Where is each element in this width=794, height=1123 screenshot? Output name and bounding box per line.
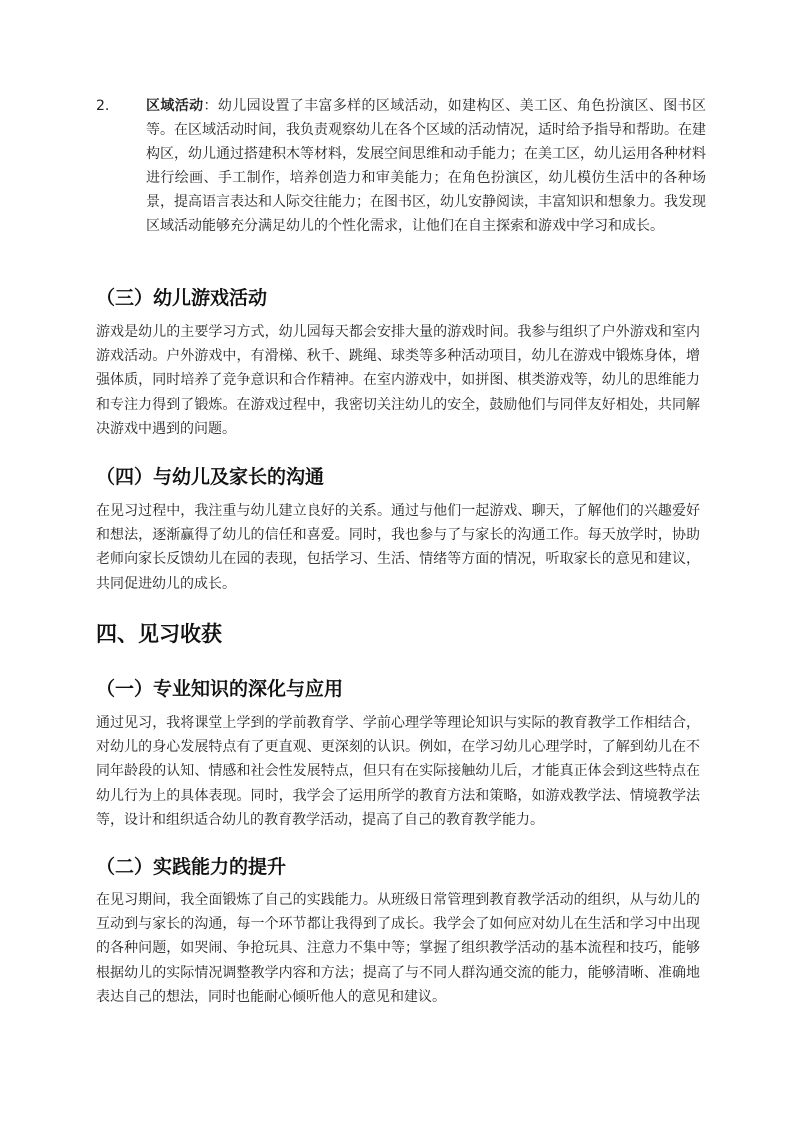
heading-communication: （四）与幼儿及家长的沟通 xyxy=(96,466,325,488)
paragraph-professional-knowledge: 通过见习，我将课堂上学到的学前教育学、学前心理学等理论知识与实际的教育教学工作相结合，对幼儿的身心发展特点有了更直观、更深刻的认识。例如，在学习幼儿心理学时，了解到幼儿在不同年龄段的认知、情感和社会性发展特点，但只有在实际接触幼儿后，才能真正体会到这些特点在幼儿行为上的具体表现。同时，我学会了运用所学的教育方法和策略，如游戏教学法、情境教学法等，设计和组织适合幼儿的教育教学活动，提高了自己的教育教学能力。 xyxy=(96,715,700,828)
list-item-area-activities xyxy=(96,94,706,238)
paragraph-communication: 在见习过程中，我注重与幼儿建立良好的关系。通过与他们一起游戏、聊天，了解他们的兴趣爱好和想法，逐渐赢得了幼儿的信任和喜爱。同时，我也参与了与家长的沟通工作。每天放学时，协助老师向家长反馈幼儿在园的表现，包括学习、生活、情绪等方面的情况，听取家长的意见和建议，共同促进幼儿的成长。 xyxy=(96,503,700,592)
paragraph-game-activities: 游戏是幼儿的主要学习方式，幼儿园每天都会安排大量的游戏时间。我参与组织了户外游戏和室内游戏活动。户外游戏中，有滑梯、秋千、跳绳、球类等多种活动项目，幼儿在游戏中锻炼身体，增强体质，同时培养了竞争意识和合作精神。在室内游戏中，如拼图、棋类游戏等，幼儿的思维能力和专注力得到了锻炼。在游戏过程中，我密切关注幼儿的安全，鼓励他们与同伴友好相处，共同解决游戏中遇到的问题。 xyxy=(96,324,700,437)
list-item-body xyxy=(146,94,706,238)
paragraph-practical-ability: 在见习期间，我全面锻炼了自己的实践能力。从班级日常管理到教育教学活动的组织，从与幼儿的互动到与家长的沟通，每一个环节都让我得到了成长。我学会了如何应对幼儿在生活和学习中出现的各种问题，如哭闹、争抢玩具、注意力不集中等；掌握了组织教学活动的基本流程和技巧，能够根据幼儿的实际情况调整教学内容和方法；提高了与不同人群沟通交流的能力，能够清晰、准确地表达自己的想法，同时也能耐心倾听他人的意见和建议。 xyxy=(96,892,700,1005)
heading-game-activities: （三）幼儿游戏活动 xyxy=(96,287,268,309)
list-item-text: ：幼儿园设置了丰富多样的区域活动，如建构区、美工区、角色扮演区、图书区等。在区域活动时间，我负责观察幼儿在各个区域的活动情况，适时给予指导和帮助。在建构区，幼儿通过搭建积木等材料，发展空间思维和动手能力；在美工区，幼儿运用各种材料进行绘画、手工制作，培养创造力和审美能力；在角色扮演区，幼儿模仿生活中的各种场景，提高语言表达和人际交往能力；在图书区，幼儿安静阅读，丰富知识和想象力。我发现区域活动能够充分满足幼儿的个性化需求，让他们在自主探索和游戏中学习和成长。 xyxy=(146,98,707,234)
list-number: 2. xyxy=(96,98,110,114)
heading-professional-knowledge: （一）专业知识的深化与应用 xyxy=(96,678,344,700)
heading-internship-gains: 四、见习收获 xyxy=(96,622,222,646)
list-item-term: 区域活动 xyxy=(146,98,204,114)
heading-practical-ability: （二）实践能力的提升 xyxy=(96,856,287,878)
